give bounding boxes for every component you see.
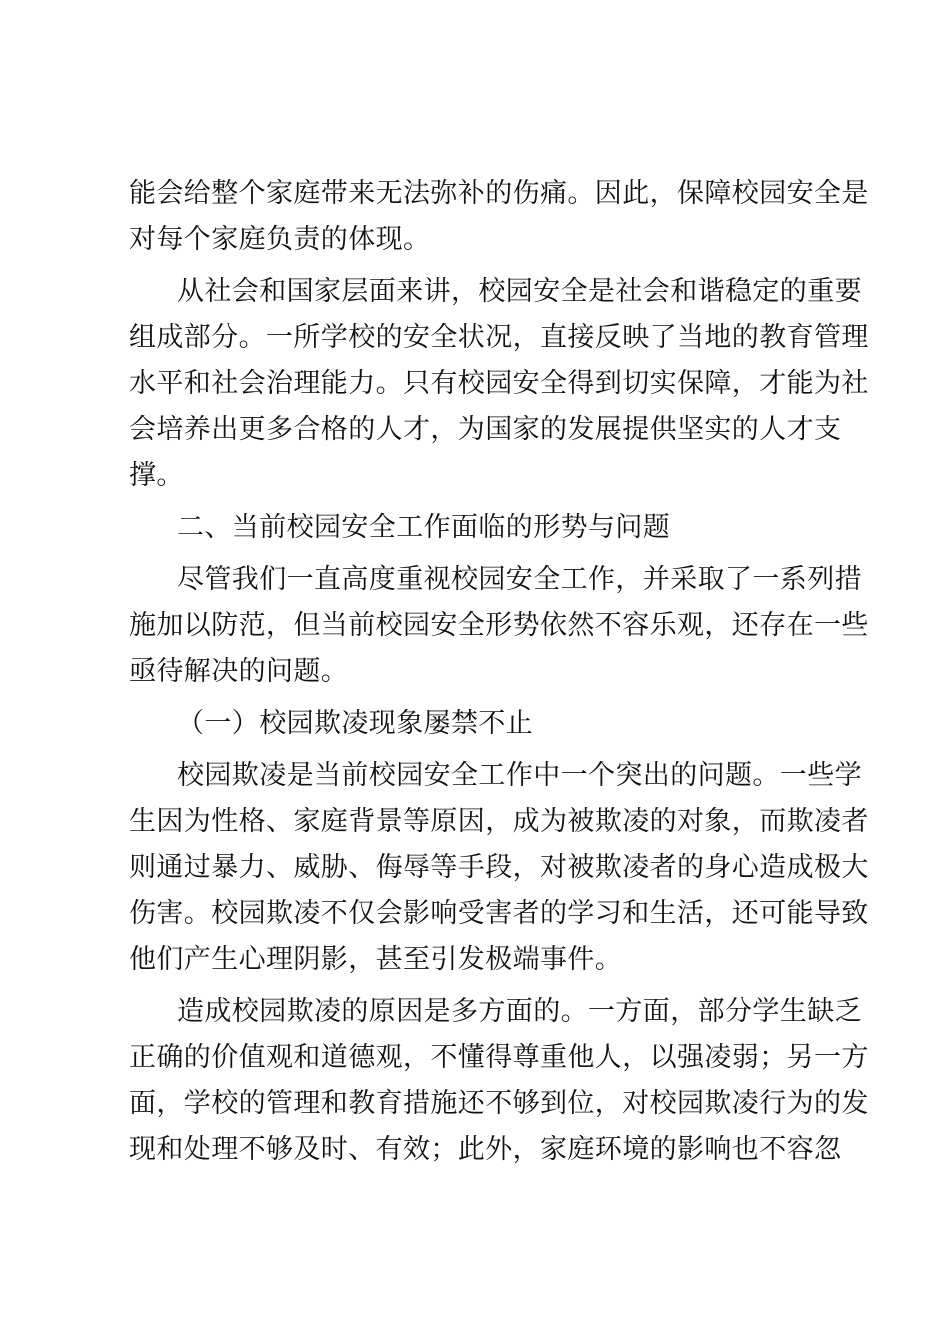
text-line: 亟待解决的问题。 bbox=[129, 656, 349, 687]
text-line: 组成部分。一所学校的安全状况，直接反映了当地的教育管理 bbox=[129, 322, 869, 353]
paragraph-social-level bbox=[129, 269, 869, 499]
text-line: 他们产生心理阴影，甚至引发极端事件。 bbox=[129, 944, 623, 975]
text-line: 施加以防范，但当前校园安全形势依然不容乐观，还存在一些 bbox=[129, 610, 869, 641]
text-line: 对每个家庭负责的体现。 bbox=[129, 224, 431, 255]
paragraph-bullying-causes bbox=[129, 989, 869, 1173]
text-line: 伤害。校园欺凌不仅会影响受害者的学习和生活，还可能导致 bbox=[129, 898, 869, 929]
text-line: 面，学校的管理和教育措施还不够到位，对校园欺凌行为的发 bbox=[129, 1088, 869, 1119]
heading-text: 二、当前校园安全工作面临的形势与问题 bbox=[177, 512, 671, 543]
text-line: 则通过暴力、威胁、侮辱等手段，对被欺凌者的身心造成极大 bbox=[129, 852, 869, 883]
text-line: 从社会和国家层面来讲，校园安全是社会和谐稳定的重要 bbox=[177, 276, 862, 307]
paragraph-continuation bbox=[129, 171, 869, 263]
text-line: 撑。 bbox=[129, 460, 184, 491]
text-line: 校园欺凌是当前校园安全工作中一个突出的问题。一些学 bbox=[177, 760, 862, 791]
document-page bbox=[129, 171, 869, 1173]
paragraph-bullying-problem bbox=[129, 753, 869, 983]
text-line: 能会给整个家庭带来无法弥补的伤痛。因此，保障校园安全是 bbox=[129, 178, 869, 209]
text-line: 水平和社会治理能力。只有校园安全得到切实保障，才能为社 bbox=[129, 368, 869, 399]
subsection-heading bbox=[129, 701, 821, 747]
text-line: 会培养出更多合格的人才，为国家的发展提供坚实的人才支 bbox=[129, 414, 842, 445]
text-line: 尽管我们一直高度重视校园安全工作，并采取了一系列措 bbox=[177, 564, 862, 595]
text-line: 现和处理不够及时、有效；此外，家庭环境的影响也不容忽 bbox=[129, 1134, 842, 1165]
section-heading bbox=[129, 505, 821, 551]
text-line: 生因为性格、家庭背景等原因，成为被欺凌的对象，而欺凌者 bbox=[129, 806, 869, 837]
text-line: 正确的价值观和道德观，不懂得尊重他人，以强凌弱；另一方 bbox=[129, 1042, 869, 1073]
text-line: 造成校园欺凌的原因是多方面的。一方面，部分学生缺乏 bbox=[177, 996, 862, 1027]
paragraph-situation bbox=[129, 557, 869, 695]
heading-text: （一）校园欺凌现象屡禁不止 bbox=[177, 708, 534, 739]
